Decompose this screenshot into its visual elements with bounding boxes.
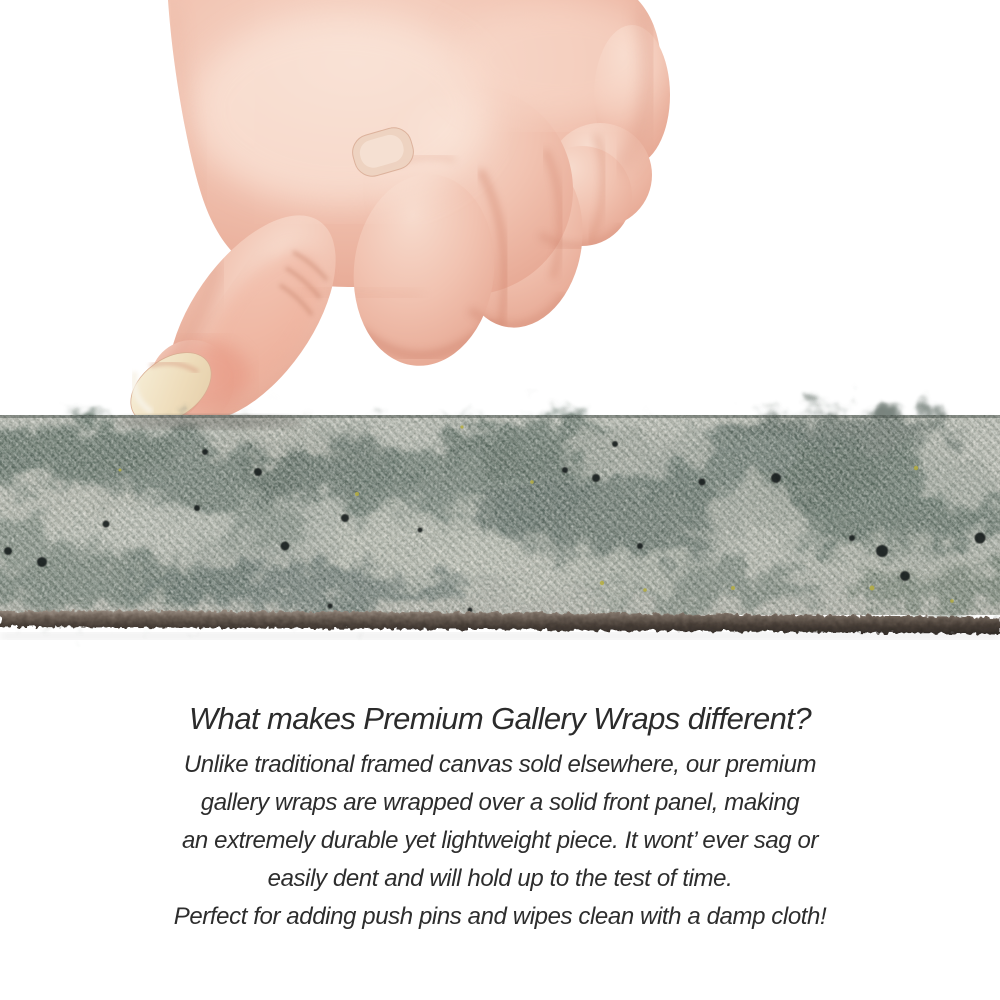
panel-drop-shadow	[0, 633, 1000, 639]
body-line-5: Perfect for adding push pins and wipes clean with a damp cloth!	[173, 903, 827, 931]
thumb-contact-shadow	[115, 415, 305, 429]
body-line-1: Unlike traditional framed canvas sold elsewhere, our premium	[183, 751, 817, 779]
body-line-3: an extremely durable yet lightweight piece. It wont’ ever sag or	[181, 827, 819, 855]
hand-photo	[118, 0, 670, 449]
description-text-block	[0, 700, 1000, 936]
body-line-4: easily dent and will hold up to the test of time.	[267, 865, 733, 893]
canvas-crossweave	[0, 415, 1000, 615]
body-line-2: gallery wraps are wrapped over a solid front panel, making	[200, 789, 800, 817]
page-title: What makes Premium Gallery Wraps different?	[189, 701, 811, 736]
canvas-edge-strip	[0, 412, 1000, 639]
